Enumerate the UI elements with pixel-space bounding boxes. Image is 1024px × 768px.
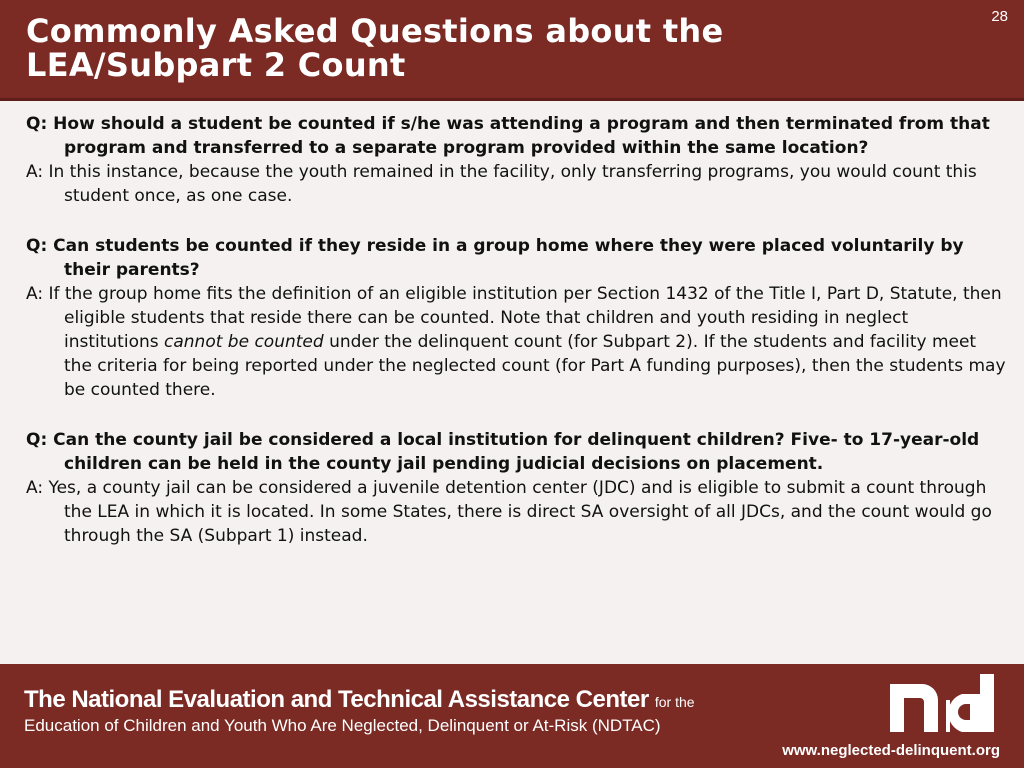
title-line-1: Commonly Asked Questions about the	[26, 12, 724, 50]
answer-2	[26, 282, 1006, 402]
slide-footer	[0, 664, 1024, 768]
footer-org-subtitle: Education of Children and Youth Who Are Neglected, Delinquent or At-Risk (NDTAC)	[24, 716, 661, 735]
slide-number: 28	[991, 8, 1008, 25]
qa-item-2	[26, 234, 1006, 402]
footer-org-name	[24, 686, 695, 714]
question-3: Q: Can the county jail be considered a local institution for delinquent children? Five- to 17-year-old children can be held in the county jail pending judicial decisions on placement.	[26, 430, 980, 474]
qa-item-1	[26, 112, 1006, 208]
answer-2-emphasis: cannot be counted	[164, 332, 324, 352]
title-line-2: LEA/Subpart 2 Count	[26, 46, 406, 84]
slide-title	[26, 14, 926, 82]
answer-3: A: Yes, a county jail can be considered a juvenile detention center (JDC) and is eligible to submit a count through the LEA in which it is located. In some States, there is direct SA oversight of all JDCs, and the count would go through the SA (Subpart 1) instead.	[26, 478, 992, 546]
qa-content	[26, 112, 1006, 548]
question-1: Q: How should a student be counted if s/he was attending a program and then terminated from that program and transferred to a separate program provided within the same location?	[26, 114, 990, 158]
footer-org-suffix: for the	[654, 694, 695, 710]
qa-item-3	[26, 428, 1006, 548]
answer-1: A: In this instance, because the youth remained in the facility, only transferring programs, you would count this student once, as one case.	[26, 162, 977, 206]
footer-org-title: The National Evaluation and Technical Assistance Center	[24, 686, 649, 713]
answer-2-part-1: A: If the group home fits the definition of an eligible institution per Section 1432 of the Title I, Part D, Statute, then eligible students that reside there can be counted. Note that children and youth residing in neglect institutions	[26, 284, 1002, 352]
slide-header	[0, 0, 1024, 101]
question-2: Q: Can students be counted if they reside in a group home where they were placed voluntarily by their parents?	[26, 236, 964, 280]
ndtac-logo-icon	[884, 670, 1004, 744]
footer-url: www.neglected-delinquent.org	[782, 742, 1000, 759]
answer-2-part-2: under the delinquent count (for Subpart 2). If the students and facility meet the criteria for being reported under the neglected count (for Part A funding purposes), then the students may be counted there.	[64, 332, 1006, 400]
